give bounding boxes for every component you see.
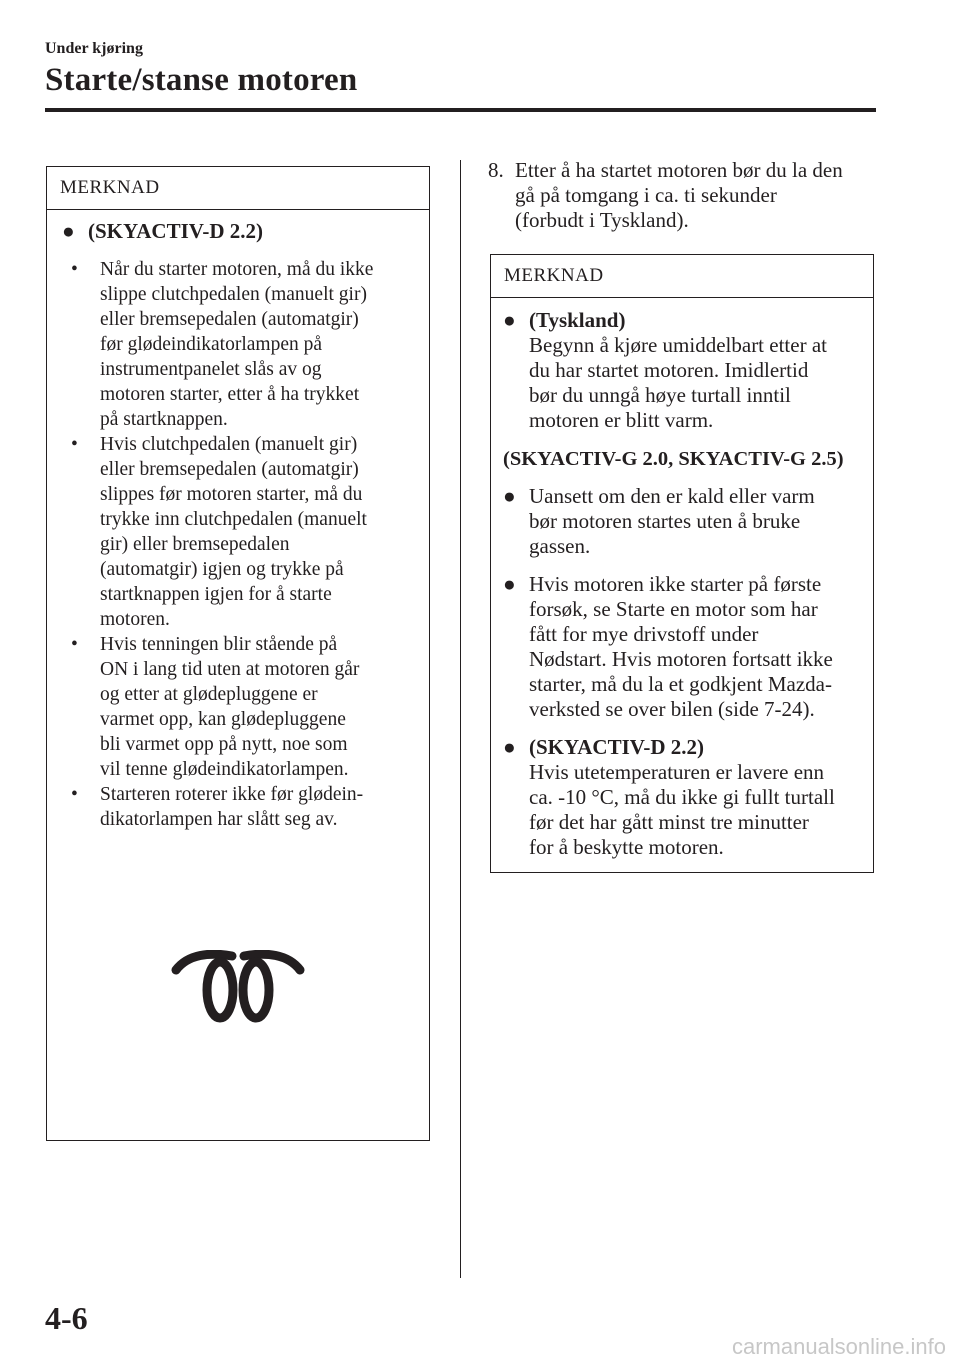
line: motoren starter, etter å ha trykket: [100, 384, 360, 405]
line: instrumentpanelet slås av og: [100, 359, 322, 380]
left-note-bullet: [62, 219, 263, 244]
bullet-dot: ●: [503, 572, 516, 596]
line: forsøk, se Starte en motor som har: [529, 597, 818, 621]
line: for å beskytte motoren.: [529, 835, 724, 859]
line: Hvis clutchpedalen (manuelt gir): [100, 434, 358, 455]
line: trykke inn clutchpedalen (manuelt: [100, 509, 367, 530]
line: ON i lang tid uten at motoren går: [100, 659, 360, 680]
line: gassen.: [529, 534, 591, 558]
item-title: (Tyskland): [529, 308, 626, 332]
section-label: Under kjøring: [45, 40, 143, 57]
item-text: [503, 572, 869, 722]
line: Uansett om den er kald eller varm: [529, 484, 815, 508]
line: du har startet motoren. Imidlertid: [529, 358, 809, 382]
line: Nødstart. Hvis motoren fortsatt ikke: [529, 647, 833, 671]
line: eller bremsepedalen (automatgir): [100, 309, 359, 330]
right-item-germany: [503, 308, 869, 433]
title-rule: [45, 108, 876, 112]
item-title: (SKYACTIV-D 2.2): [529, 735, 705, 759]
line: før det har gått minst tre minutter: [529, 810, 809, 834]
watermark: carmanualsonline.info: [731, 1334, 946, 1359]
line: Etter å ha startet motoren bør du la den: [515, 158, 843, 182]
line: før glødeindikatorlampen på: [100, 334, 323, 355]
bullet-dot: •: [71, 784, 78, 805]
page-number: 4-6: [45, 1300, 88, 1336]
line: Hvis tenningen blir stående på: [100, 634, 338, 655]
note-heading: MERKNAD: [491, 255, 873, 298]
line: dikatorlampen har slått seg av.: [100, 809, 338, 830]
line: Starteren roterer ikke før glødein-: [100, 784, 364, 805]
line: og etter at glødepluggene er: [100, 684, 318, 705]
bullet-dot: •: [71, 634, 78, 655]
line: bli varmet opp på nytt, noe som: [100, 734, 348, 755]
line: slippe clutchpedalen (manuelt gir): [100, 284, 367, 305]
bullet-title: (SKYACTIV-D 2.2): [88, 219, 264, 243]
right-item-no-start: [503, 572, 869, 722]
line: fått for mye drivstoff under: [529, 622, 759, 646]
line: motoren.: [100, 609, 170, 630]
line: varmet opp, kan glødepluggene: [100, 709, 346, 730]
left-note-list: [65, 257, 425, 832]
right-subheading: (SKYACTIV-G 2.0, SKYACTIV-G 2.5): [503, 448, 844, 470]
line: (automatgir) igjen og trykke på: [100, 559, 344, 580]
line: starter, må du la et godkjent Mazda-: [529, 672, 832, 696]
line: verksted se over bilen (side 7-24).: [529, 697, 815, 721]
line: på startknappen.: [100, 409, 228, 430]
line: vil tenne glødeindikatorlampen.: [100, 759, 349, 780]
line: bør du unngå høye turtall inntil: [529, 383, 791, 407]
line: ca. -10 °C, må du ikke gi fullt turtall: [529, 785, 835, 809]
column-divider: [460, 160, 461, 1278]
line: Hvis motoren ikke starter på første: [529, 572, 822, 596]
item-text: [503, 484, 869, 559]
list-item: [65, 432, 425, 632]
line: eller bremsepedalen (automatgir): [100, 459, 359, 480]
list-item: [65, 782, 425, 832]
page-title: Starte/stanse motoren: [45, 62, 358, 98]
line: Begynn å kjøre umiddelbart etter at: [529, 333, 827, 357]
step-text: [488, 158, 878, 233]
step-8: [488, 158, 878, 233]
note-heading: MERKNAD: [47, 167, 429, 210]
line: motoren er blitt varm.: [529, 408, 714, 432]
line: gå på tomgang i ca. ti sekunder: [515, 183, 777, 207]
line: Når du starter motoren, må du ikke: [100, 259, 374, 280]
item-text: [503, 735, 869, 860]
bullet-dot: ●: [503, 484, 516, 508]
list-item: [65, 632, 425, 782]
bullet-dot: •: [71, 434, 78, 455]
line: gir) eller bremsepedalen: [100, 534, 290, 555]
list-item: [65, 257, 425, 432]
right-item-cold-warm: [503, 484, 869, 559]
right-item-diesel: [503, 735, 869, 860]
line: bør motoren startes uten å bruke: [529, 509, 801, 533]
line: startknappen igjen for å starte: [100, 584, 332, 605]
line: slippes før motoren starter, må du: [100, 484, 363, 505]
step-number: 8.: [488, 158, 504, 182]
line: Hvis utetemperaturen er lavere enn: [529, 760, 825, 784]
bullet-dot: •: [71, 259, 78, 280]
bullet-dot: ●: [503, 308, 516, 332]
item-text: [503, 308, 869, 433]
bullet-dot: ●: [503, 735, 516, 759]
line: (forbudt i Tyskland).: [515, 208, 689, 232]
bullet-dot: ●: [62, 219, 75, 243]
glow-plug-indicator-icon: [170, 950, 306, 1030]
